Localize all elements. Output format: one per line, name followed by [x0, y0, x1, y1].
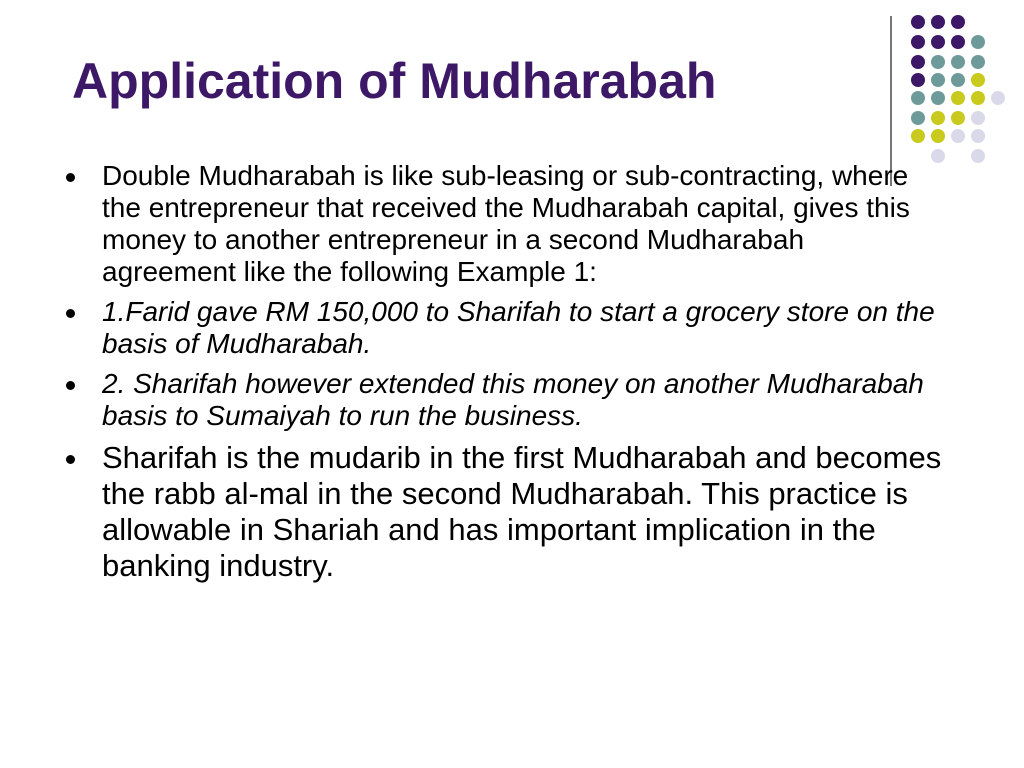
- decorative-dot-icon: [971, 111, 985, 125]
- decorative-dot-icon: [931, 129, 945, 143]
- decorative-dot-icon: [931, 55, 945, 69]
- decorative-dot-icon: [931, 91, 945, 105]
- decorative-dot-icon: [951, 15, 965, 29]
- bullet-dot-icon: [66, 455, 75, 464]
- decorative-dot-icon: [991, 91, 1005, 105]
- bullet-text: Sharifah is the mudarib in the first Mudharabah and becomes the rabb al-mal in the second Mudharabah. This practice is allowable in Shariah and has important implication in the banking industry.: [102, 440, 942, 583]
- bullet-item-conclusion: [62, 440, 952, 584]
- decorative-dot-icon: [911, 15, 925, 29]
- decorative-dot-icon: [971, 129, 985, 143]
- decorative-dot-icon: [951, 73, 965, 87]
- decorative-dot-icon: [971, 73, 985, 87]
- decorative-dot-icon: [971, 91, 985, 105]
- bullet-text: 1.Farid gave RM 150,000 to Sharifah to start a grocery store on the basis of Mudharabah.: [102, 296, 935, 359]
- decorative-dot-icon: [931, 111, 945, 125]
- decorative-dot-icon: [951, 91, 965, 105]
- decorative-dot-icon: [911, 111, 925, 125]
- bullet-list: [62, 160, 952, 592]
- bullet-item-example-step-1: [62, 296, 952, 360]
- bullet-item-double-mudharabah: [62, 160, 914, 288]
- decorative-dot-icon: [971, 35, 985, 49]
- bullet-dot-icon: [66, 173, 75, 182]
- decorative-dot-icon: [951, 129, 965, 143]
- decorative-dot-icon: [931, 35, 945, 49]
- slide-title: Application of Mudharabah: [72, 53, 717, 109]
- decorative-dot-icon: [951, 55, 965, 69]
- decorative-dot-icon: [931, 15, 945, 29]
- decorative-dot-icon: [911, 129, 925, 143]
- bullet-text: Double Mudharabah is like sub-leasing or sub-contracting, where the entrepreneur that received the Mudharabah capital, gives this money to another entrepreneur in a second Mudharabah agreement like the following Example 1:: [102, 160, 910, 287]
- decorative-dot-icon: [931, 73, 945, 87]
- decorative-dot-icon: [951, 35, 965, 49]
- bullet-item-example-step-2: [62, 368, 952, 432]
- bullet-dot-icon: [66, 309, 75, 318]
- decorative-dot-icon: [911, 91, 925, 105]
- decorative-dot-icon: [911, 73, 925, 87]
- decorative-dot-icon: [911, 55, 925, 69]
- decorative-dot-icon: [911, 35, 925, 49]
- decorative-dot-icon: [971, 149, 985, 163]
- decorative-dot-icon: [951, 111, 965, 125]
- decorative-dot-icon: [971, 55, 985, 69]
- bullet-dot-icon: [66, 381, 75, 390]
- bullet-text: 2. Sharifah however extended this money on another Mudharabah basis to Sumaiyah to run the business.: [102, 368, 924, 431]
